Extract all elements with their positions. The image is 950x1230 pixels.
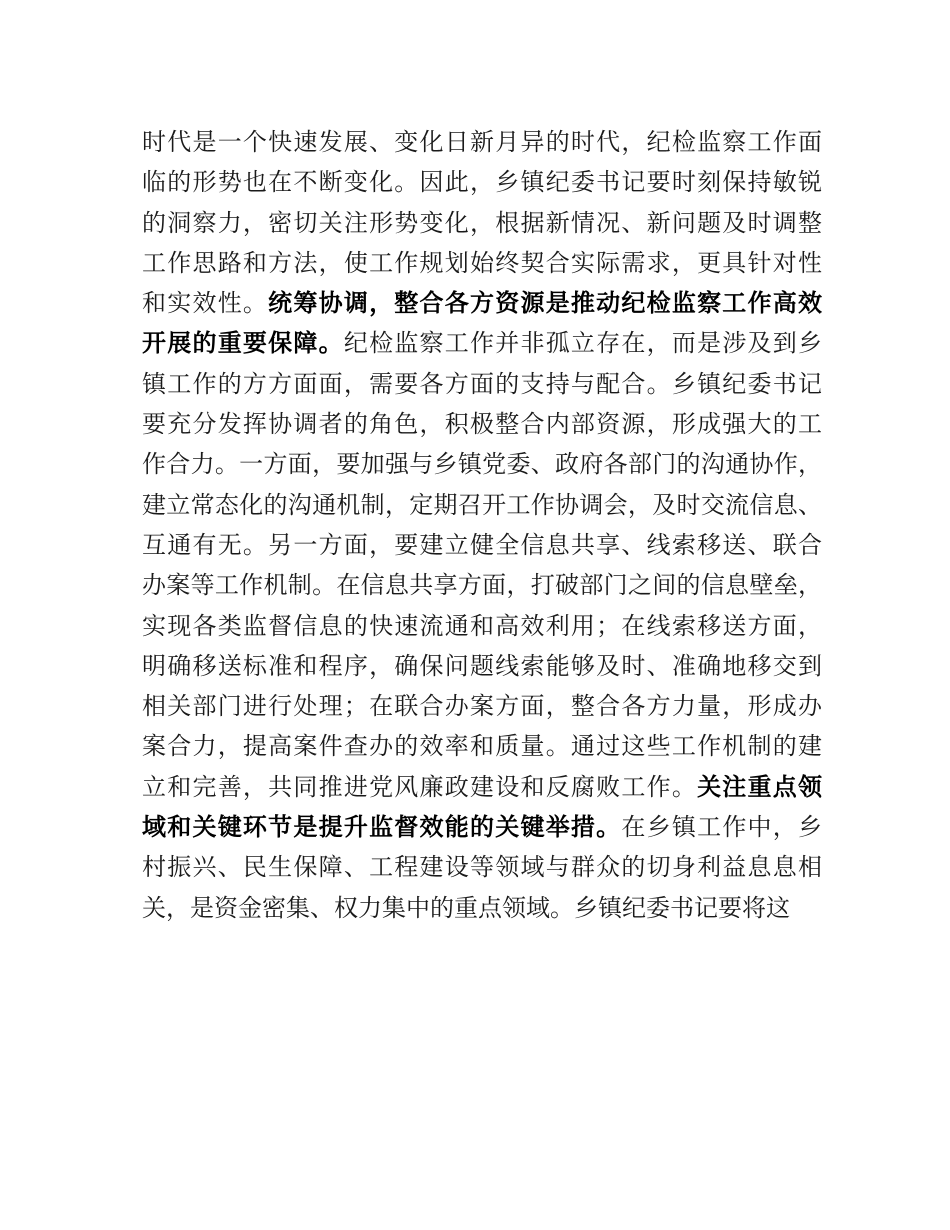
text-segment: 关，是资金密集、权力集中的重点领域。乡镇纪委书记要将这 xyxy=(142,893,790,922)
text-line xyxy=(142,122,822,162)
text-line xyxy=(142,847,822,887)
text-line xyxy=(142,162,822,202)
text-line xyxy=(142,606,822,646)
text-line xyxy=(142,646,822,686)
text-segment: 相关部门进行处理；在联合办案方面，整合各方力量，形成办 xyxy=(142,692,822,721)
text-line xyxy=(142,767,822,807)
text-segment: 案合力，提高案件查办的效率和质量。通过这些工作机制的建 xyxy=(142,732,822,761)
text-segment: 纪检监察工作并非孤立存在，而是涉及到乡 xyxy=(343,329,823,358)
text-segment: 镇工作的方方面面，需要各方面的支持与配合。乡镇纪委书记 xyxy=(142,369,822,398)
text-segment: 在乡镇工作中，乡 xyxy=(621,813,823,842)
text-line xyxy=(142,565,822,605)
text-line xyxy=(142,726,822,766)
text-line xyxy=(142,525,822,565)
bold-text-segment: 开展的重要保障。 xyxy=(142,329,344,358)
text-segment: 村振兴、民生保障、工程建设等领域与群众的切身利益息息相 xyxy=(142,853,822,882)
text-segment: 的洞察力，密切关注形势变化，根据新情况、新问题及时调整 xyxy=(142,208,822,237)
text-segment: 建立常态化的沟通机制，定期召开工作协调会，及时交流信息、 xyxy=(142,490,822,519)
text-line xyxy=(142,686,822,726)
text-line xyxy=(142,364,822,404)
text-segment: 临的形势也在不断变化。因此，乡镇纪委书记要时刻保持敏锐 xyxy=(142,168,822,197)
text-line xyxy=(142,203,822,243)
text-segment: 作合力。一方面，要加强与乡镇党委、政府各部门的沟通协作， xyxy=(142,450,822,479)
text-line xyxy=(142,283,822,323)
text-line xyxy=(142,807,822,847)
text-segment: 要充分发挥协调者的角色，积极整合内部资源，形成强大的工 xyxy=(142,410,822,439)
text-line xyxy=(142,404,822,444)
text-segment: 和实效性。 xyxy=(142,289,269,318)
bold-text-segment: 关注重点领 xyxy=(697,772,823,801)
text-segment: 互通有无。另一方面，要建立健全信息共享、线索移送、联合 xyxy=(142,530,822,559)
text-segment: 办案等工作机制。在信息共享方面，打破部门之间的信息壁垒， xyxy=(142,571,822,600)
body-paragraph xyxy=(142,122,822,928)
text-line xyxy=(142,323,822,363)
text-segment: 时代是一个快速发展、变化日新月异的时代，纪检监察工作面 xyxy=(142,128,822,156)
text-line xyxy=(142,243,822,283)
text-segment: 工作思路和方法，使工作规划始终契合实际需求，更具针对性 xyxy=(142,248,822,277)
bold-text-segment: 统筹协调，整合各方资源是推动纪检监察工作高效 xyxy=(268,289,823,318)
bold-text-segment: 域和关键环节是提升监督效能的关键举措。 xyxy=(142,813,622,842)
text-line xyxy=(142,485,822,525)
text-line xyxy=(142,888,822,928)
text-segment: 明确移送标准和程序，确保问题线索能够及时、准确地移交到 xyxy=(142,651,822,680)
text-segment: 立和完善，共同推进党风廉政建设和反腐败工作。 xyxy=(142,772,698,801)
text-line xyxy=(142,444,822,484)
text-segment: 实现各类监督信息的快速流通和高效利用；在线索移送方面， xyxy=(142,611,822,640)
